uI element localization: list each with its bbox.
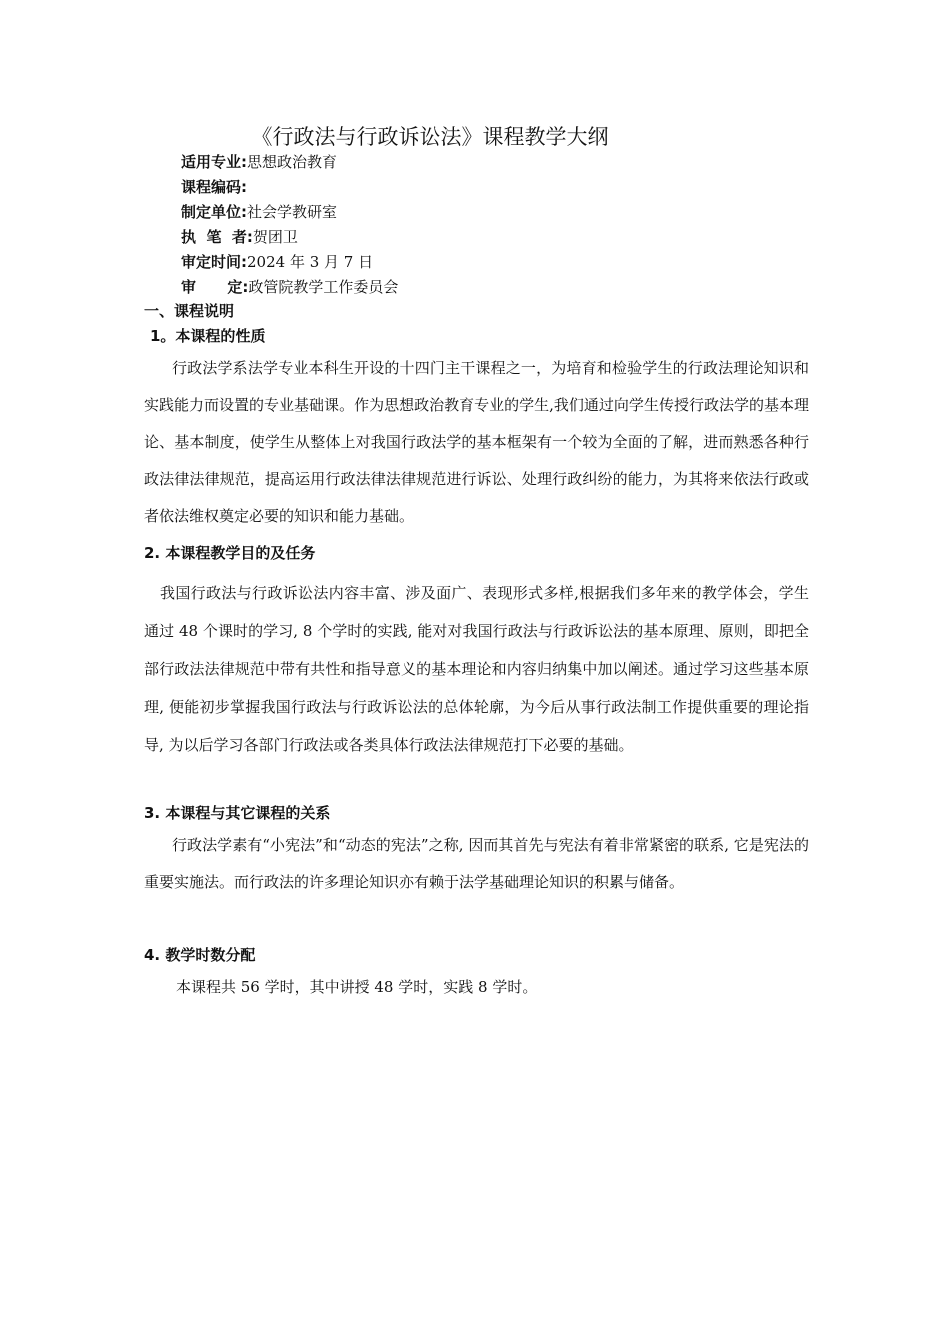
meta-row-unit bbox=[181, 200, 681, 225]
subsection-heading-relations: 3. 本课程与其它课程的关系 bbox=[144, 804, 331, 822]
meta-value: 思想政治教育 bbox=[247, 153, 338, 171]
meta-label: 审 定: bbox=[181, 278, 249, 296]
section-heading-course-description: 一、课程说明 bbox=[144, 302, 235, 320]
paragraph-relations: 行政法学素有“小宪法”和“动态的宪法”之称, 因而其首先与宪法有着非常紧密的联系, 它是宪法的重要实施法。而行政法的许多理论知识亦有赖于法学基础理论知识的积累与储备。 bbox=[144, 836, 809, 891]
paragraph-nature: 行政法学系法学专业本科生开设的十四门主干课程之一，为培育和检验学生的行政法理论知识和实践能力而设置的专业基础课。作为思想政治教育专业的学生,我们通过向学生传授行政法学的基本理论、基本制度，使学生从整体上对我国行政法学的基本框架有一个较为全面的了解，进而熟悉各种行政法律法律规范，提高运用行政法律法律规范进行诉讼、处理行政纠纷的能力，为其将来依法行政或者依法维权奠定必要的知识和能力基础。 bbox=[144, 359, 809, 525]
meta-label: 执 笔 者: bbox=[181, 228, 253, 246]
paragraph-hours: 本课程共 56 学时，其中讲授 48 学时，实践 8 学时。 bbox=[176, 978, 538, 996]
meta-value: 2024 年 3 月 7 日 bbox=[247, 253, 374, 271]
meta-label: 课程编码: bbox=[181, 178, 247, 196]
meta-value: 社会学教研室 bbox=[247, 203, 338, 221]
document-title: 《行政法与行政诉讼法》课程教学大纲 bbox=[251, 125, 609, 149]
subsection-heading-hours: 4. 教学时数分配 bbox=[144, 946, 256, 964]
course-meta-block bbox=[181, 150, 681, 300]
meta-value: 贺团卫 bbox=[252, 228, 298, 246]
meta-value: 政管院教学工作委员会 bbox=[248, 278, 399, 296]
subsection-heading-nature: 1。本课程的性质 bbox=[150, 327, 266, 345]
meta-row-major bbox=[181, 150, 681, 175]
meta-row-author bbox=[181, 225, 681, 250]
subsection-heading-objectives: 2. 本课程教学目的及任务 bbox=[144, 544, 316, 562]
meta-label: 制定单位: bbox=[181, 203, 247, 221]
paragraph-objectives: 我国行政法与行政诉讼法内容丰富、涉及面广、表现形式多样,根据我们多年来的教学体会，学生通过 48 个课时的学习, 8 个学时的实践, 能对对我国行政法与行政诉讼法的基本原理、原则，即把全部行政法法律规范中带有共性和指导意义的基本理论和内容归纳集中加以阐述。通过学习这些基本原理, 便能初步掌握我国行政法与行政诉讼法的总体轮廓，为今后从事行政法制工作提供重要的理论指导, 为以后学习各部门行政法或各类具体行政法法律规范打下必要的基础。 bbox=[144, 584, 809, 754]
meta-label: 审定时间: bbox=[181, 253, 247, 271]
meta-row-code bbox=[181, 175, 681, 200]
meta-label: 适用专业: bbox=[181, 153, 247, 171]
meta-row-reviewer bbox=[181, 275, 681, 300]
meta-row-review-date bbox=[181, 250, 681, 275]
